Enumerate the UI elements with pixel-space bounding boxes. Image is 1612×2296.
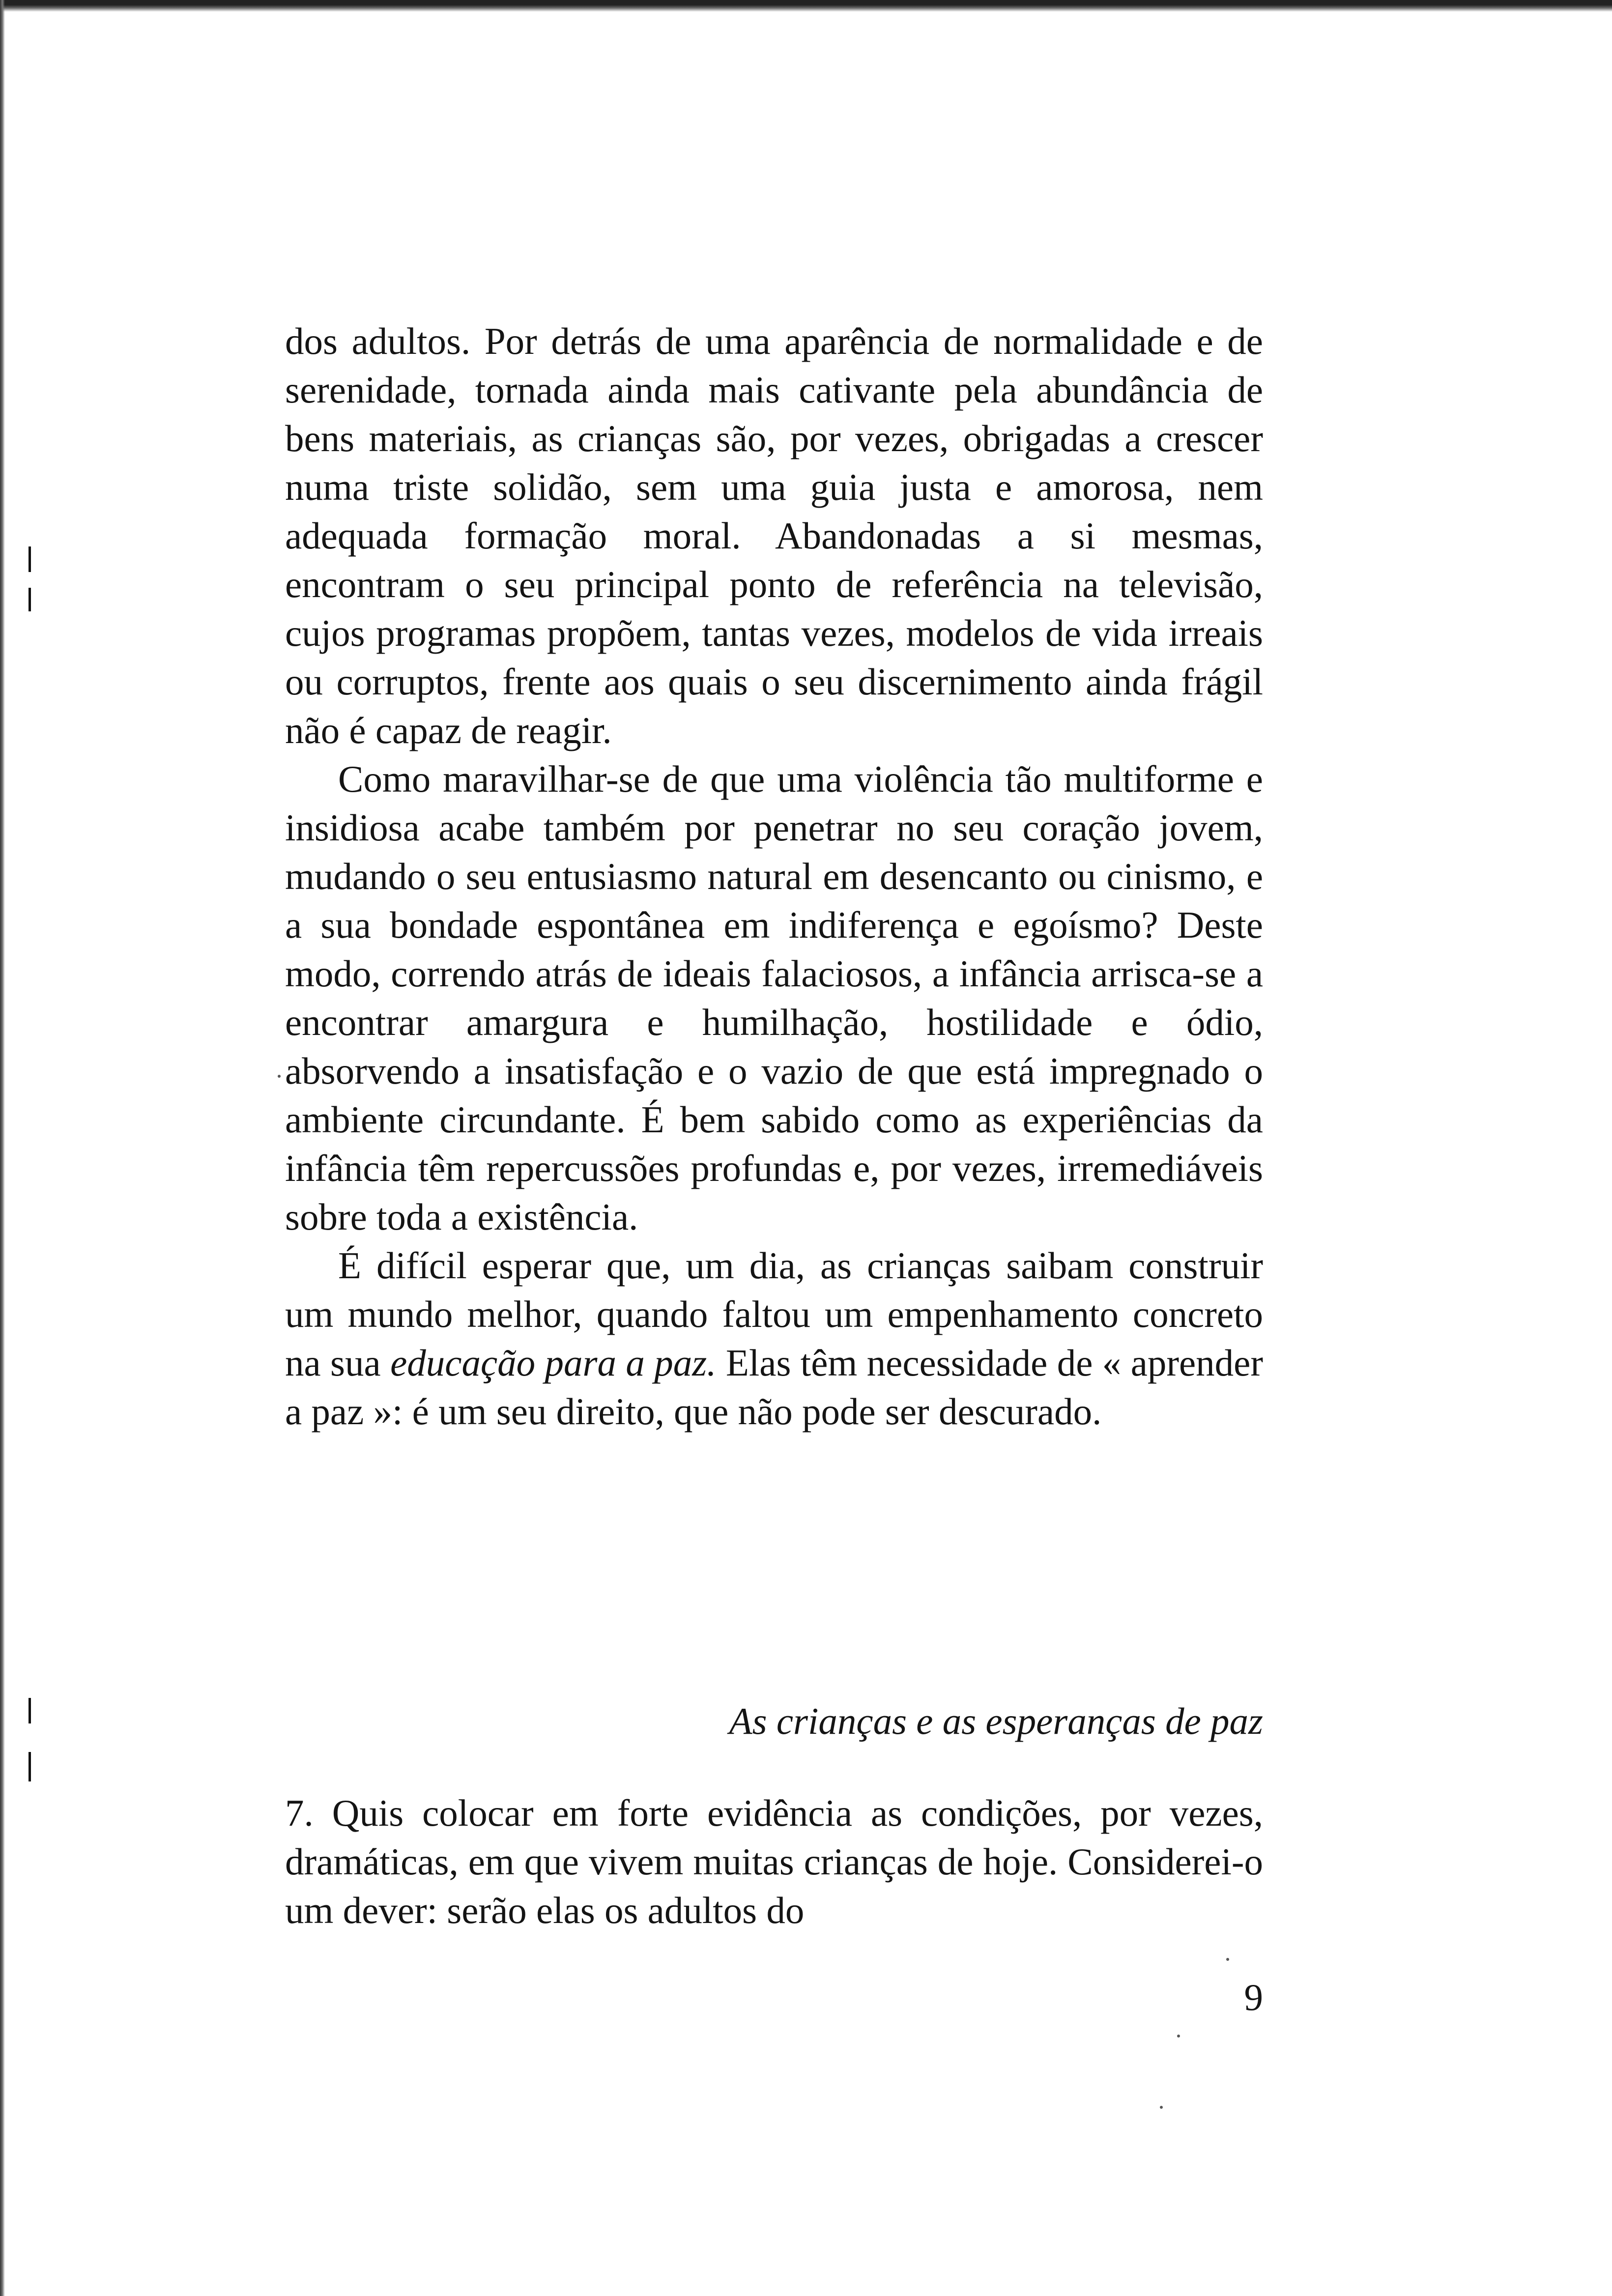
section-heading: As crianças e as esperanças de paz: [729, 1700, 1263, 1742]
numbered-paragraph: 7. Quis colocar em forte evidência as condições, por vezes, dramáticas, em que vivem muitas crianças de hoje. Considerei-o um dever: serão elas os adultos do: [285, 1792, 1263, 1931]
scan-top-edge: [0, 0, 1612, 12]
paragraph-text: dos adultos. Por detrás de uma aparência de normalidade e de serenidade, tornada ainda mais cativante pela abundância de bens materiais, as crianças são, por vezes, obrigadas a crescer numa triste solidão, sem uma guia justa e amorosa, nem adequada formação moral. Abandonadas a si mesmas, encontram o seu principal ponto de referência na televisão, cujos programas propõem, tantas vezes, modelos de vida irreais ou corruptos, frente aos quais o seu discernimento ainda frágil não é capaz de reagir.: [285, 320, 1263, 751]
paragraph-text: Como maravilhar-se de que uma violência tão multiforme e insidiosa acabe também por penetrar no seu coração jovem, mudando o seu entusiasmo natural em desencanto ou cinismo, e a sua bondade espontânea em indiferença e egoísmo? Deste modo, correndo atrás de ideais falaciosos, a infância arrisca-se a encontrar amargura e humilhação, hostilidade e ódio, absorvendo a insatisfação e o vazio de que está impregnado o ambiente circundante. É bem sabido como as experiências da infância têm repercussões profundas e, por vezes, irremediáveis sobre toda a existência.: [285, 758, 1263, 1238]
scan-speck: [1160, 2106, 1163, 2109]
numbered-paragraph-block: [285, 1789, 1263, 1935]
paragraph-text: É difícil esperar que, um dia, as crianças saibam construir um mundo melhor, quando faltou um empenhamento concreto na sua: [285, 1244, 1263, 1384]
scan-mark: [29, 1752, 31, 1781]
paragraph: [285, 317, 1263, 755]
scan-mark: [29, 1698, 31, 1723]
scan-speck: [1177, 2035, 1180, 2038]
paragraph: [285, 1241, 1263, 1436]
paragraph: [285, 755, 1263, 1241]
paragraph-text: Elas têm necessidade de « aprender a paz »: é um seu direito, que não pode ser descurado.: [285, 1342, 1264, 1433]
page-number: 9: [1244, 1976, 1263, 2018]
emphasis-text: educação para a paz.: [390, 1342, 717, 1384]
scan-mark: [29, 588, 31, 611]
scan-left-edge: [0, 0, 5, 2296]
scan-speck: [278, 1075, 281, 1078]
scan-speck: [1226, 1958, 1229, 1961]
body-text: [285, 317, 1263, 1436]
scan-mark: [29, 546, 31, 572]
